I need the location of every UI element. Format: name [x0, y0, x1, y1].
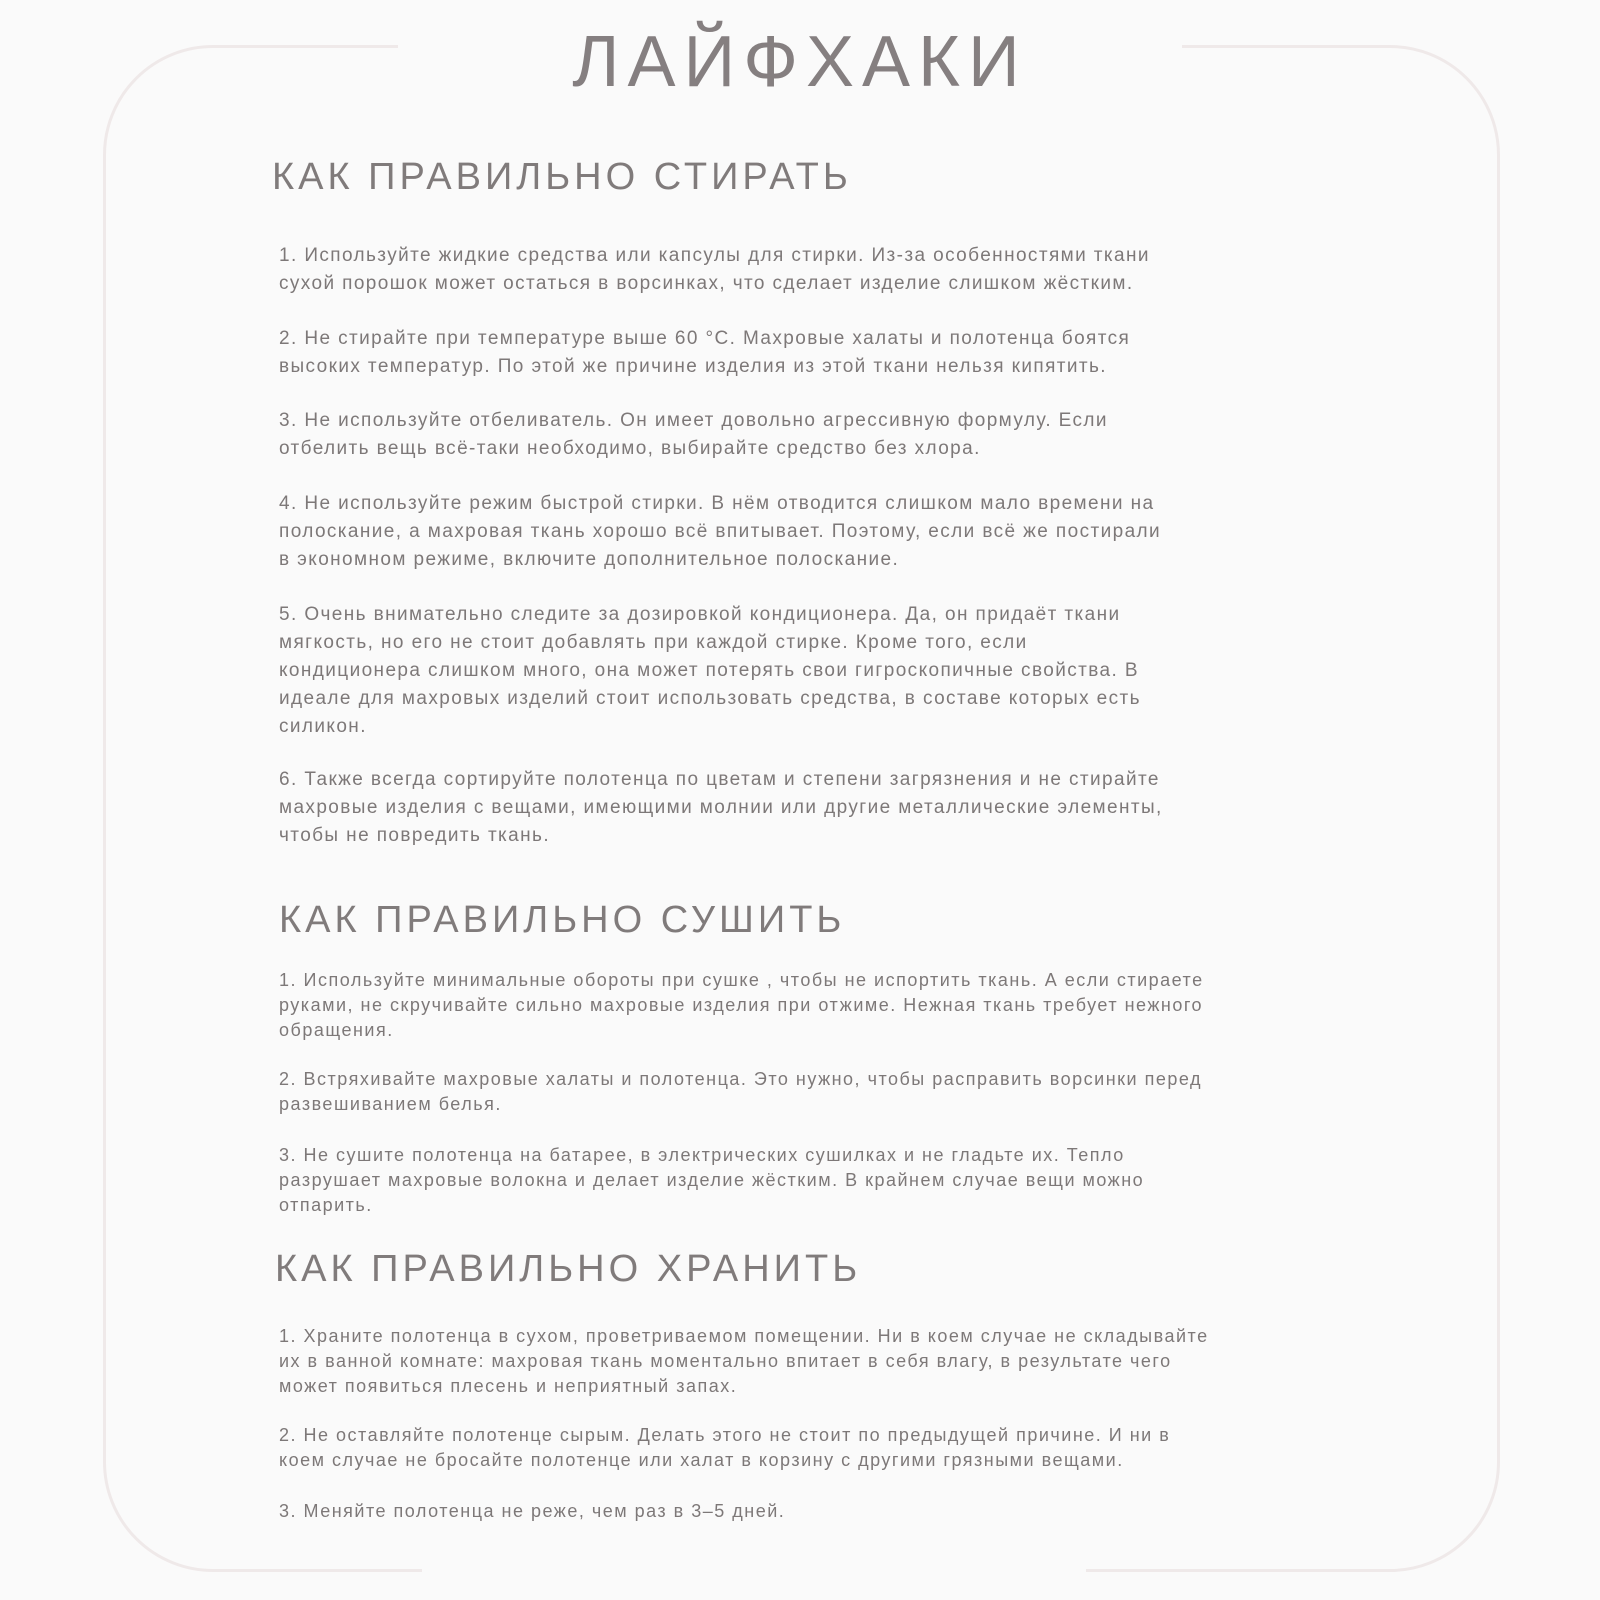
text-line: развешиванием белья. — [279, 1094, 502, 1114]
text-line: высоких температур. По этой же причине изделия из этой ткани нельзя кипятить. — [279, 356, 1107, 377]
text-line: махровые изделия с вещами, имеющими молнии или другие металлические элементы, — [279, 797, 1163, 818]
text-line: 2. Не оставляйте полотенце сырым. Делать этого не стоит по предыдущей причине. И ни в — [279, 1425, 1171, 1445]
text-line: 3. Меняйте полотенца не реже, чем раз в 3–5 дней. — [279, 1501, 786, 1521]
text-line: 4. Не используйте режим быстрой стирки. В нём отводится слишком мало времени на — [279, 493, 1155, 514]
text-line: отбелить вещь всё-таки необходимо, выбирайте средство без хлора. — [279, 438, 981, 459]
text-line: чтобы не повредить ткань. — [279, 825, 551, 846]
text-line: силикон. — [279, 716, 367, 737]
text-line: 2. Встряхивайте махровые халаты и полотенца. Это нужно, чтобы расправить ворсинки перед — [279, 1069, 1202, 1089]
text-line: кондиционера слишком много, она может потерять свои гигроскопичные свойства. В — [279, 660, 1139, 681]
list-item — [279, 1423, 1170, 1473]
text-line: 2. Не стирайте при температуре выше 60 °С. Махровые халаты и полотенца боятся — [279, 328, 1131, 349]
text-line: 6. Также всегда сортируйте полотенца по цветам и степени загрязнения и не стирайте — [279, 769, 1160, 790]
list-item — [279, 1499, 785, 1524]
list-item — [279, 601, 1141, 741]
list-item — [279, 968, 1204, 1043]
list-item — [279, 325, 1130, 381]
list-item — [279, 407, 1108, 463]
text-line: 3. Не используйте отбеливатель. Он имеет довольно агрессивную формулу. Если — [279, 410, 1108, 431]
text-line: их в ванной комнате: махровая ткань моментально впитает в себя влагу, в результате чего — [279, 1351, 1172, 1371]
list-item — [279, 1067, 1202, 1117]
text-line: разрушает махровые волокна и делает изделие жёстким. В крайнем случае вещи можно — [279, 1170, 1145, 1190]
text-line: 1. Используйте жидкие средства или капсулы для стирки. Из-за особенностями ткани — [279, 245, 1150, 266]
frame-gap-bottom — [422, 1562, 1086, 1580]
text-line: 1. Используйте минимальные обороты при сушке , чтобы не испортить ткань. А если стираете — [279, 970, 1204, 990]
list-item — [279, 766, 1163, 850]
list-item — [279, 1143, 1144, 1218]
text-line: мягкость, но его не стоит добавлять при каждой стирке. Кроме того, если — [279, 632, 1028, 653]
text-line: коем случае не бросайте полотенце или халат в корзину с другими грязными вещами. — [279, 1450, 1124, 1470]
list-item — [279, 490, 1161, 574]
text-line: может появиться плесень и неприятный запах. — [279, 1376, 738, 1396]
text-line: руками, не скручивайте сильно махровые изделия при отжиме. Нежная ткань требует нежного — [279, 995, 1204, 1015]
text-line: полоскание, а махровая ткань хорошо всё впитывает. Поэтому, если всё же постирали — [279, 521, 1162, 542]
text-line: обращения. — [279, 1020, 394, 1040]
section-heading: КАК ПРАВИЛЬНО СТИРАТЬ — [272, 156, 852, 198]
text-line: в экономном режиме, включите дополнительное полоскание. — [279, 549, 900, 570]
section-heading: КАК ПРАВИЛЬНО СУШИТЬ — [279, 899, 846, 941]
text-line: сухой порошок может остаться в ворсинках, что сделает изделие слишком жёстким. — [279, 273, 1134, 294]
section-heading: КАК ПРАВИЛЬНО ХРАНИТЬ — [275, 1248, 862, 1290]
text-line: 5. Очень внимательно следите за дозировкой кондиционера. Да, он придаёт ткани — [279, 604, 1121, 625]
text-line: 3. Не сушите полотенца на батарее, в электрических сушилках и не гладьте их. Тепло — [279, 1145, 1125, 1165]
list-item — [279, 242, 1150, 298]
text-line: отпарить. — [279, 1195, 373, 1215]
list-item — [279, 1324, 1209, 1399]
page-title: ЛАЙФХАКИ — [572, 22, 1028, 102]
text-line: 1. Храните полотенца в сухом, проветриваемом помещении. Ни в коем случае не складывайте — [279, 1326, 1209, 1346]
text-line: идеале для махровых изделий стоит использовать средства, в составе которых есть — [279, 688, 1141, 709]
